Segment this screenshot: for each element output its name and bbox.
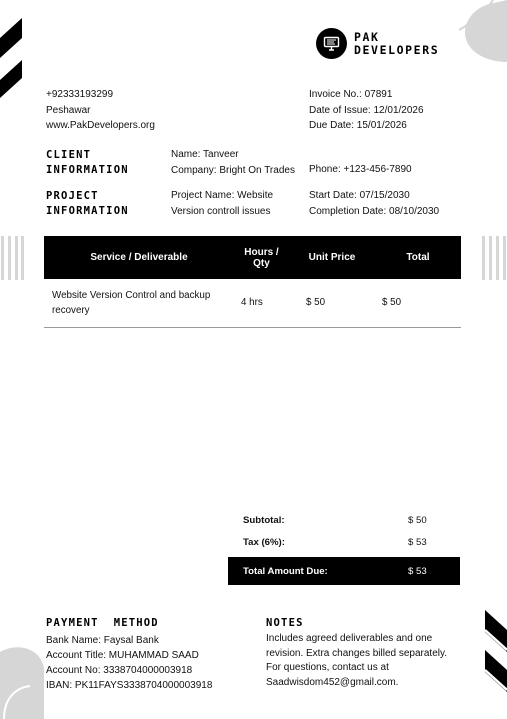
table-header-row: [44, 236, 461, 279]
contact-email: Saadwisdom452@gmail.com.: [266, 676, 399, 688]
top-right-arc-decoration: [447, 0, 507, 62]
bank-name: Bank Name: Faysal Bank: [46, 635, 159, 646]
tax-row: [228, 531, 460, 553]
subtotal-value: $ 50: [408, 514, 427, 526]
iban: IBAN: PK11FAYS3338704000003918: [46, 680, 213, 691]
sender-website: www.PakDevelopers.org: [46, 120, 155, 131]
row-service: Website Version Control and backup recovery: [44, 279, 234, 327]
payment-details: [46, 633, 212, 693]
issue-date: Date of Issue: 12/01/2026: [309, 104, 424, 116]
total-due-label: Total Amount Due:: [243, 565, 328, 577]
notes-text: Includes agreed deliverables and one revision. Extra changes billed separately. For questions, contact us at Saadwisdom452@gmail.com.: [266, 632, 447, 690]
bottom-right-slash-decoration: [483, 600, 507, 719]
due-date: Due Date: 15/01/2026: [309, 120, 407, 131]
brand-header: [316, 28, 439, 59]
client-company: Company: Bright On Trades: [171, 164, 295, 176]
client-info-heading: CLIENT INFORMATION: [46, 149, 129, 176]
row-total: $ 50: [375, 279, 461, 327]
left-bars-decoration: [0, 236, 24, 280]
project-details: [171, 188, 273, 219]
bottom-left-arc-decoration: [0, 640, 45, 719]
sender-city: Peshawar: [46, 104, 91, 116]
monitor-icon: [316, 28, 347, 59]
account-number: Account No: 3338704000003918: [46, 665, 193, 676]
tax-label: Tax (6%):: [243, 536, 285, 548]
sender-phone: +92333193299: [46, 89, 114, 100]
table-row: [44, 279, 461, 327]
project-name: Project Name: Website: [171, 190, 274, 201]
notes-heading: NOTES: [266, 617, 304, 629]
col-unit-price: Unit Price: [289, 236, 375, 279]
row-unit-price: $ 50: [289, 279, 375, 327]
col-hours: Hours / Qty: [234, 236, 289, 279]
row-hours: 4 hrs: [234, 279, 289, 327]
project-info-heading: PROJECT INFORMATION: [46, 190, 129, 217]
subtotal-label: Subtotal:: [243, 514, 285, 526]
total-due-value: $ 53: [408, 565, 427, 577]
project-dates: [309, 188, 439, 219]
col-service: Service / Deliverable: [44, 236, 234, 279]
client-name: Name: Tanveer: [171, 149, 239, 160]
line-items-table: [44, 236, 461, 328]
top-left-slash-decoration: [0, 0, 30, 105]
account-title: Account Title: MUHAMMAD SAAD: [46, 650, 199, 661]
invoice-number: Invoice No.: 07891: [309, 89, 393, 100]
col-total: Total: [375, 236, 461, 279]
client-phone: Phone: +123-456-7890: [309, 164, 412, 175]
totals-block: [228, 509, 460, 585]
subtotal-row: [228, 509, 460, 531]
client-details: [171, 147, 295, 178]
company-name: PAK DEVELOPERS: [354, 29, 440, 57]
tax-value: $ 53: [408, 536, 427, 548]
project-start-date: Start Date: 07/15/2030: [309, 190, 410, 201]
total-due-row: [228, 557, 460, 585]
right-bars-decoration: [481, 236, 507, 280]
project-completion-date: Completion Date: 08/10/2030: [309, 205, 440, 217]
invoice-meta: [309, 87, 424, 134]
sender-contact: [46, 87, 155, 134]
payment-method-heading: PAYMENT METHOD: [46, 617, 159, 629]
project-name-cont: Version controll issues: [171, 205, 271, 217]
